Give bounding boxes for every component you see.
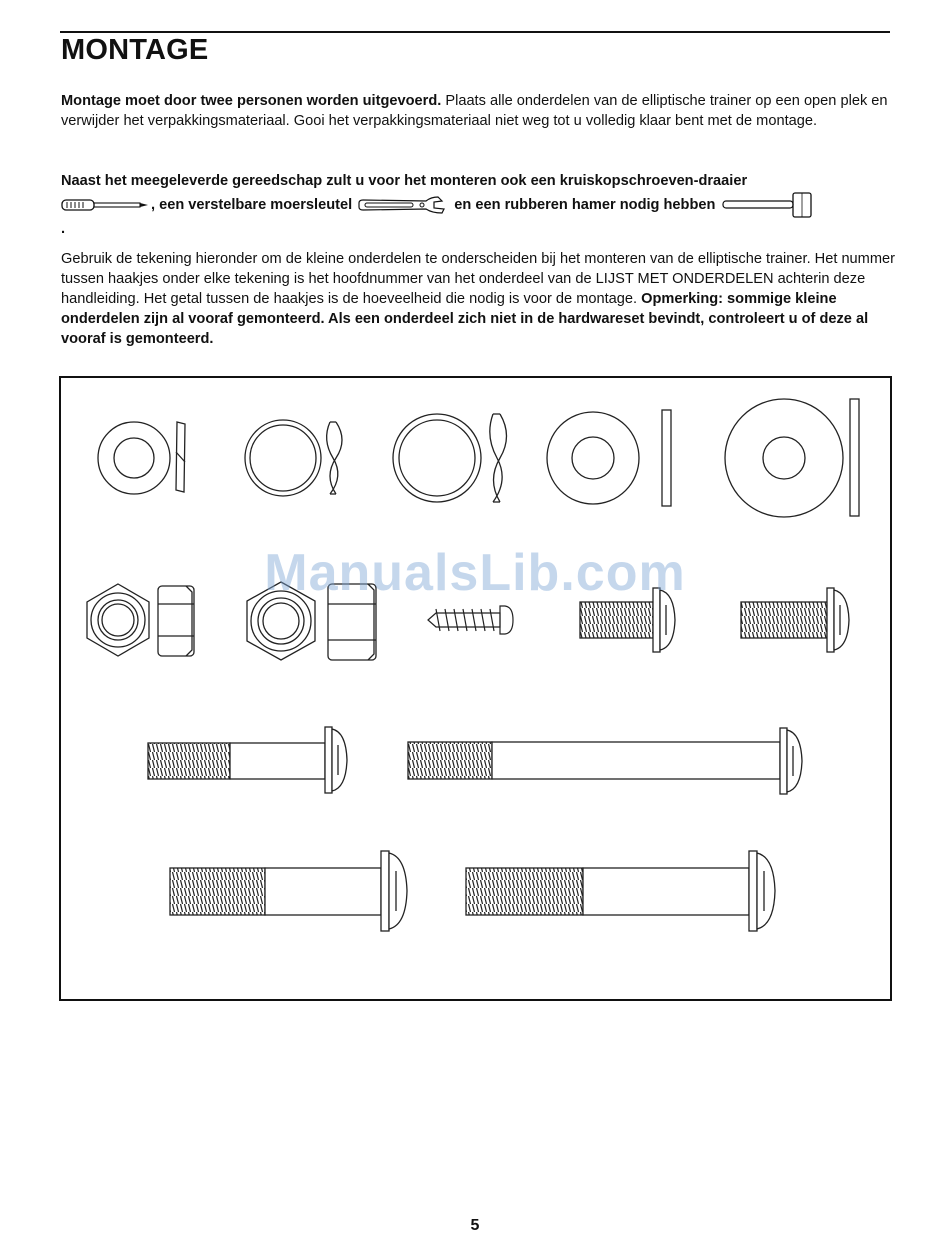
tools-text-2: , een verstelbare moersleutel — [151, 196, 353, 213]
usage-text: Gebruik de tekening hieronder om de kleine onderdelen te onderscheiden bij het monteren van de elliptische trainer. Het nummer tussen haakjes onder elke tekening is het hoofdnummer van het onderdeel van de LIJST MET ONDERDELEN achterin deze handleiding. Het getal tussen de haakjes is de hoeveelheid die nodig is voor de montage. — [61, 251, 895, 307]
intro-bold-lead: Montage moet door twee personen worden uitgevoerd. — [61, 93, 442, 109]
intro-text: Plaats alle onderdelen van de elliptische trainer op een open plek en verwijder het verpakkingsmateriaal. Gooi het verpakkingsmateriaal niet weg tot u volledig klaar bent met de montage. — [61, 93, 888, 129]
medium-button-bolt-icon — [148, 727, 347, 793]
small-screw-icon — [428, 606, 513, 634]
flat-washer-icon — [547, 410, 671, 506]
usage-note: Opmerking: sommige kleine onderdelen zijn al vooraf gemonteerd. Als een onderdeel zich niet in de hardwareset bevindt, controleert u of deze al vooraf is gemonteerd. — [61, 291, 869, 347]
page-number: 5 — [470, 1217, 480, 1234]
tools-text-1: Naast het meegeleverde gereedschap zult u voor het monteren ook een kruiskopschroeven-draaier — [61, 173, 748, 189]
tools-text-4: . — [61, 221, 66, 237]
long-button-bolt-icon — [408, 728, 802, 794]
split-lock-washer-icon — [98, 422, 185, 494]
wave-washer-small-icon — [245, 420, 342, 496]
large-flat-washer-icon — [725, 399, 859, 517]
page-title: MONTAGE — [61, 34, 209, 66]
wave-washer-large-icon — [393, 414, 507, 502]
medium-button-bolt-2-icon — [170, 851, 407, 931]
watermark: ManualsLib.com — [264, 544, 686, 602]
tools-text-3: en een rubberen hamer nodig hebben — [450, 196, 716, 213]
long-button-bolt-2-icon — [466, 851, 775, 931]
